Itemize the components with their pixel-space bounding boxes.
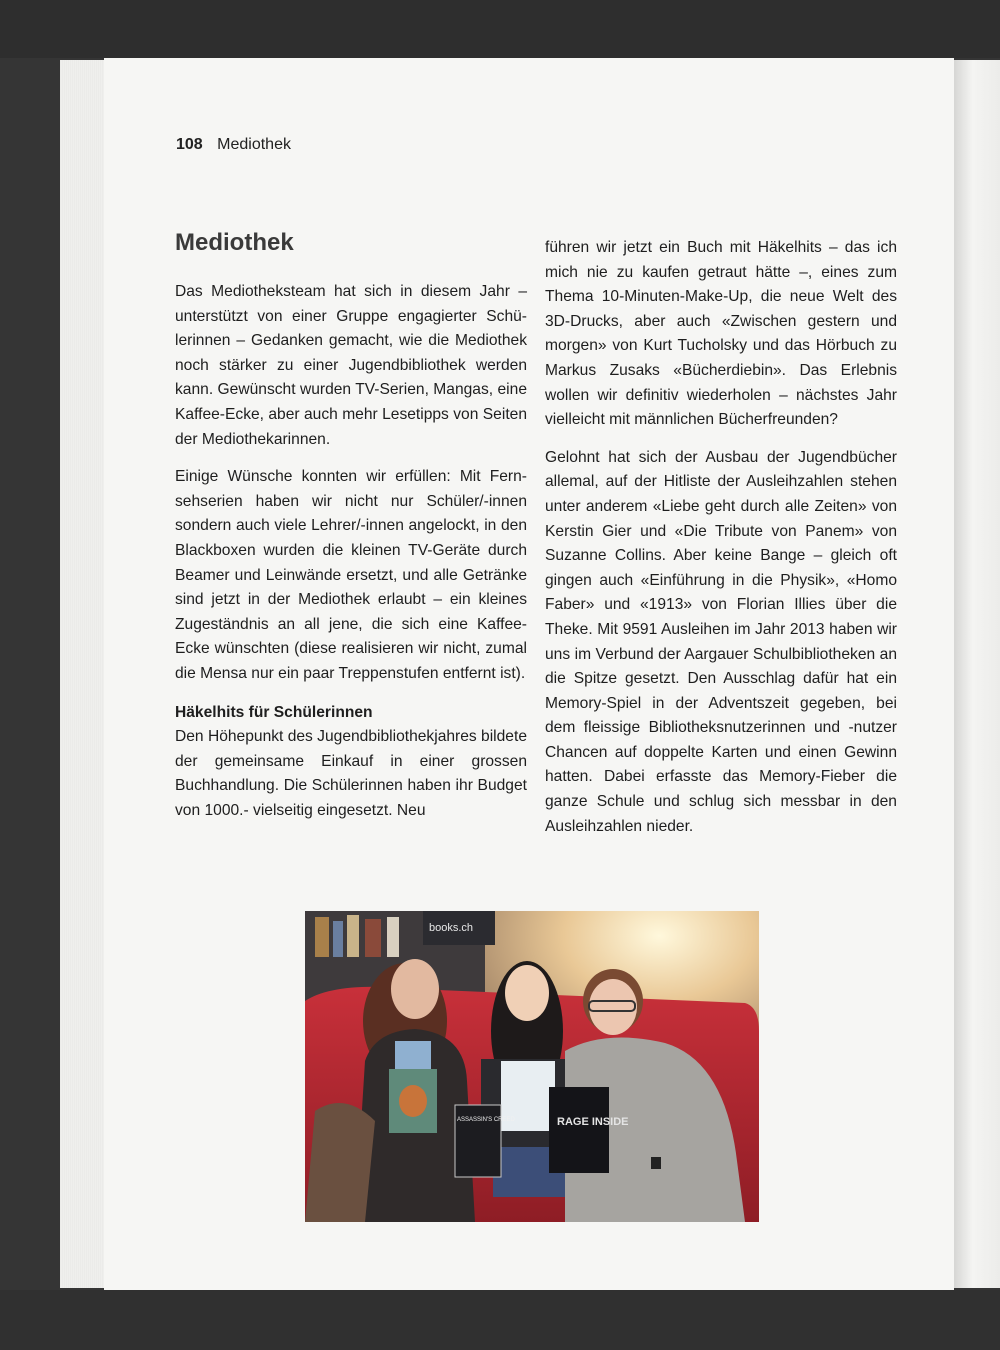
book-title-2: ASSASSIN'S CREED [457, 1117, 515, 1123]
text-column-left [175, 228, 527, 836]
scan-background-top [0, 0, 1000, 58]
running-header [176, 136, 291, 154]
running-title: Mediothek [217, 136, 291, 153]
photo-three-students-with-books [305, 911, 759, 1222]
paragraph: Gelohnt hat sich der Ausbau der Jugendbücher allemal, auf der Hitliste der Ausleihzahlen stehen unter anderem «Liebe geht durch alle Zeiten» von Kerstin Gier und «Die Tribute von Panem» von Suzanne Collins. Aber keine Bange – gleich oft gingen auch «Einführung in die Physik», «Homo Faber» und «1913» von Florian Illies über die Theke. Mit 9591 Ausleihen im Jahr 2013 haben wir uns im Verbund der Aargauer Schulbibliotheken an die Spitze gesetzt. Den Ausschlag dafür hat ein Memory-Spiel in der Adventszeit gegeben, bei dem fleissige Bibliotheksnutzerinnen und -nutzer Chancen auf doppelte Karten und einen Gewinn hatten. Dabei erfasste das Memory-Fieber die ganze Schule und schlug sich messbar in den Ausleihzahlen nieder. [545, 448, 897, 835]
shop-sign-text: books.ch [429, 922, 474, 934]
held-book-2 [455, 1105, 501, 1177]
subheading: Häkelhits für Schülerinnen [175, 703, 373, 721]
scan-background-bottom [0, 1290, 1000, 1350]
facing-page-edge [954, 60, 1000, 1288]
paragraph: Einige Wünsche konnten wir erfüllen: Mit Fernsehserien haben wir nicht nur Schüler/-innen sondern auch viele Lehrer/-innen angelockt, in den Blackboxen wurden die kleinen TV-Geräte durch Beamer und Leinwände ersetzt, und alle Getränke sind jetzt in der Mediothek erlaubt – ein kleines Zugeständnis an all jene, die sich eine Kaffee-Ecke wünschten (diese realisieren wir nicht, zumal die Mensa nur ein paar Treppenstufen entfernt ist). [175, 468, 527, 682]
held-book-3 [549, 1087, 609, 1173]
book-page-edges [60, 60, 107, 1288]
photo-illustration [305, 911, 759, 1222]
page-number: 108 [176, 136, 203, 153]
paragraph: führen wir jetzt ein Buch mit Häkelhits – das ich mich nie zu kaufen getraut hätte –, eines zum Thema 10-Minuten-Make-Up, die neue Welt des 3D-Drucks, aber auch «Zwischen gestern und morgen» von Kurt Tucholsky und das Hörbuch zu Markus Zusaks «Bücherdiebin». Das Erlebnis wollen wir definitiv wiederholen – nächstes Jahr vielleicht mit männlichen Bücherfreunden? [545, 239, 897, 429]
book-title-3: RAGE INSIDE [557, 1116, 629, 1128]
paragraph: Den Höhepunkt des Jugendbibliothekjahres bildete der gemeinsame Einkauf in einer grossen Buchhandlung. Die Schülerinnen haben ihr Budget von 1000.- vielseitig eingesetzt. Neu [175, 728, 527, 819]
paragraph: Das Mediotheksteam hat sich in diesem Jahr – unterstützt von einer Gruppe engagierter Schülerinnen – Gedanken gemacht, wie die Mediothek noch stärker zu einer Jugendbibliothek werden kann. Gewünscht wurden TV-Serien, Mangas, eine Kaffee-Ecke, aber auch mehr Lesetipps von Seiten der Mediothekarinnen. [175, 283, 527, 448]
section-title: Mediothek [175, 229, 294, 256]
text-column-right [545, 236, 897, 852]
